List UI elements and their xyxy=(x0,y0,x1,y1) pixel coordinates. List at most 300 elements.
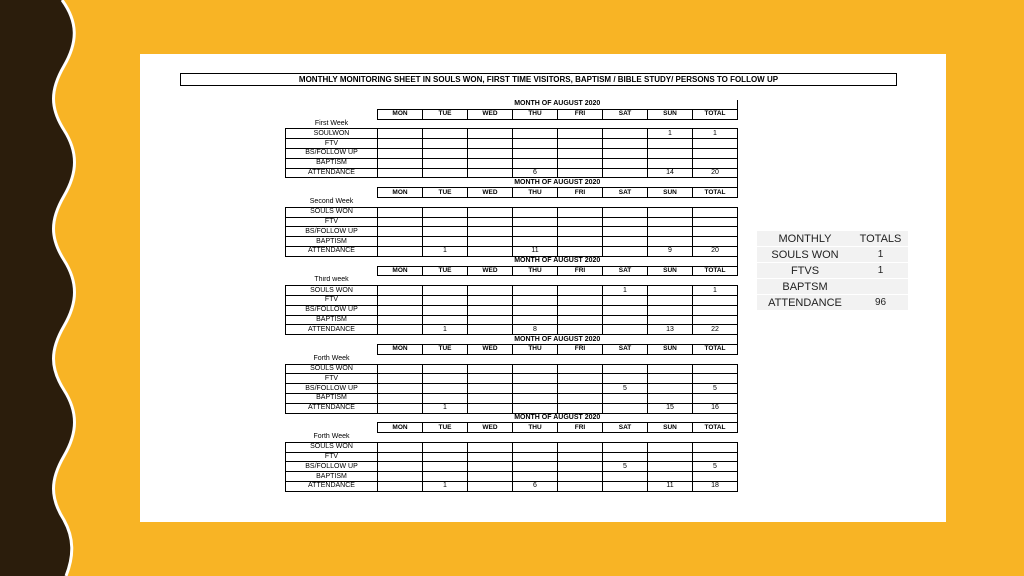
table-cell xyxy=(378,452,423,462)
row-label: FTV xyxy=(286,374,378,384)
table-cell: 9 xyxy=(648,246,693,256)
table-row xyxy=(286,374,738,384)
day-header: TOTAL xyxy=(693,423,738,433)
table-row xyxy=(286,393,738,403)
table-cell xyxy=(423,168,468,178)
table-row xyxy=(286,237,738,247)
month-label: MONTH OF AUGUST 2020 xyxy=(378,178,738,187)
blank-cell xyxy=(693,433,738,443)
row-label: FTV xyxy=(286,452,378,462)
table-cell xyxy=(558,207,603,217)
table-cell xyxy=(558,295,603,305)
table-cell xyxy=(513,384,558,394)
row-label: FTV xyxy=(286,217,378,227)
table-cell: 6 xyxy=(513,482,558,492)
day-header: WED xyxy=(468,344,513,354)
blank-cell xyxy=(648,197,693,207)
day-header: THU xyxy=(513,188,558,198)
table-cell xyxy=(558,246,603,256)
day-header: WED xyxy=(468,423,513,433)
day-header: SUN xyxy=(648,109,693,119)
day-header: MON xyxy=(378,344,423,354)
table-cell xyxy=(378,482,423,492)
table-cell xyxy=(423,139,468,149)
table-cell xyxy=(603,129,648,139)
blank-cell xyxy=(423,433,468,443)
table-cell xyxy=(648,374,693,384)
day-header: WED xyxy=(468,188,513,198)
table-cell xyxy=(468,129,513,139)
table-cell xyxy=(648,237,693,247)
table-cell xyxy=(558,129,603,139)
table-row xyxy=(286,384,738,394)
table-cell xyxy=(423,286,468,296)
table-row xyxy=(286,295,738,305)
table-cell xyxy=(693,148,738,158)
table-cell xyxy=(693,472,738,482)
table-cell xyxy=(513,129,558,139)
day-header: SUN xyxy=(648,188,693,198)
table-cell: 1 xyxy=(693,286,738,296)
table-cell xyxy=(693,442,738,452)
day-header: TUE xyxy=(423,266,468,276)
table-cell xyxy=(558,374,603,384)
table-row xyxy=(286,227,738,237)
week-name-row xyxy=(286,276,738,286)
table-cell xyxy=(558,217,603,227)
table-cell xyxy=(513,158,558,168)
table-cell xyxy=(513,295,558,305)
table-cell xyxy=(693,452,738,462)
table-cell xyxy=(423,237,468,247)
table-cell xyxy=(468,139,513,149)
table-cell xyxy=(423,384,468,394)
table-cell xyxy=(648,286,693,296)
table-cell: 11 xyxy=(648,482,693,492)
monthly-totals-table xyxy=(757,231,908,311)
table-cell xyxy=(513,286,558,296)
day-header-row xyxy=(286,266,738,276)
blank-cell xyxy=(468,119,513,129)
table-cell xyxy=(558,158,603,168)
day-header: THU xyxy=(513,344,558,354)
table-cell xyxy=(603,393,648,403)
table-cell xyxy=(378,325,423,335)
blank-cell xyxy=(558,119,603,129)
table-row xyxy=(286,168,738,178)
table-cell xyxy=(648,148,693,158)
monthly-row-label: FTVS xyxy=(757,263,853,279)
table-cell xyxy=(468,482,513,492)
blank-cell xyxy=(286,109,378,119)
table-cell xyxy=(603,217,648,227)
table-cell: 20 xyxy=(693,168,738,178)
table-cell xyxy=(648,462,693,472)
blank-cell xyxy=(286,188,378,198)
table-cell xyxy=(603,168,648,178)
table-cell: 1 xyxy=(423,482,468,492)
blank-cell xyxy=(468,276,513,286)
table-cell xyxy=(468,315,513,325)
table-cell xyxy=(648,295,693,305)
blank-cell xyxy=(603,197,648,207)
table-cell xyxy=(603,442,648,452)
table-cell xyxy=(648,364,693,374)
day-header: TUE xyxy=(423,423,468,433)
table-cell xyxy=(468,168,513,178)
sheet-title: MONTHLY MONITORING SHEET IN SOULS WON, FIRST TIME VISITORS, BAPTISM / BIBLE STUDY/ PERSONS TO FOLLOW UP xyxy=(180,73,897,86)
blank-cell xyxy=(693,354,738,364)
table-cell xyxy=(468,403,513,413)
table-cell: 1 xyxy=(693,129,738,139)
table-cell xyxy=(378,246,423,256)
table-cell xyxy=(648,393,693,403)
row-label: FTV xyxy=(286,139,378,149)
table-cell xyxy=(693,237,738,247)
blank-cell xyxy=(513,197,558,207)
blank-cell xyxy=(648,354,693,364)
blank-cell xyxy=(378,433,423,443)
table-cell xyxy=(423,227,468,237)
table-cell xyxy=(558,305,603,315)
row-label: SOULS WON xyxy=(286,207,378,217)
table-cell xyxy=(423,129,468,139)
table-cell xyxy=(378,472,423,482)
blank-cell xyxy=(513,433,558,443)
table-cell xyxy=(648,207,693,217)
table-cell xyxy=(693,305,738,315)
blank-cell xyxy=(286,335,378,344)
table-cell xyxy=(558,315,603,325)
table-cell xyxy=(648,452,693,462)
table-cell xyxy=(693,217,738,227)
day-header-row xyxy=(286,188,738,198)
week-table xyxy=(285,335,738,413)
blank-cell xyxy=(423,276,468,286)
table-cell: 18 xyxy=(693,482,738,492)
table-row xyxy=(286,246,738,256)
table-cell xyxy=(513,462,558,472)
table-row xyxy=(286,482,738,492)
table-cell xyxy=(603,237,648,247)
blank-cell xyxy=(603,119,648,129)
table-cell xyxy=(378,462,423,472)
day-header: FRI xyxy=(558,109,603,119)
monthly-row-label: BAPTSM xyxy=(757,279,853,295)
monthly-row-value: 1 xyxy=(853,263,908,279)
blank-cell xyxy=(558,433,603,443)
week-name: Forth Week xyxy=(286,354,378,364)
table-cell xyxy=(378,374,423,384)
table-cell xyxy=(468,227,513,237)
monthly-header-row xyxy=(757,231,908,247)
day-header: TOTAL xyxy=(693,188,738,198)
day-header: SAT xyxy=(603,266,648,276)
table-cell xyxy=(468,374,513,384)
table-cell xyxy=(603,452,648,462)
table-cell xyxy=(468,462,513,472)
table-cell xyxy=(468,237,513,247)
day-header: FRI xyxy=(558,423,603,433)
blank-cell xyxy=(423,197,468,207)
blank-cell xyxy=(468,433,513,443)
table-cell xyxy=(378,295,423,305)
table-cell xyxy=(423,148,468,158)
week-name-row xyxy=(286,119,738,129)
week-table xyxy=(285,414,738,492)
row-label: FTV xyxy=(286,295,378,305)
table-cell xyxy=(513,305,558,315)
day-header: SUN xyxy=(648,423,693,433)
table-cell xyxy=(648,305,693,315)
table-cell: 5 xyxy=(603,462,648,472)
table-cell xyxy=(513,374,558,384)
table-cell xyxy=(603,139,648,149)
table-cell xyxy=(378,207,423,217)
table-row xyxy=(286,315,738,325)
table-cell xyxy=(648,139,693,149)
week-table xyxy=(285,178,738,256)
blank-cell xyxy=(378,119,423,129)
table-cell: 5 xyxy=(603,384,648,394)
table-cell xyxy=(513,227,558,237)
blank-cell xyxy=(468,354,513,364)
table-cell xyxy=(558,384,603,394)
row-label: ATTENDANCE xyxy=(286,168,378,178)
week-name: First Week xyxy=(286,119,378,129)
blank-cell xyxy=(558,197,603,207)
table-row xyxy=(286,472,738,482)
table-cell xyxy=(468,207,513,217)
week-name: Second Week xyxy=(286,197,378,207)
table-cell xyxy=(693,374,738,384)
month-row xyxy=(286,100,738,109)
monthly-row-value: 96 xyxy=(853,295,908,311)
table-cell xyxy=(423,462,468,472)
table-cell xyxy=(423,217,468,227)
row-label: BAPTISM xyxy=(286,237,378,247)
day-header: MON xyxy=(378,188,423,198)
blank-cell xyxy=(286,257,378,266)
day-header-row xyxy=(286,344,738,354)
table-cell: 11 xyxy=(513,246,558,256)
table-cell: 8 xyxy=(513,325,558,335)
day-header: SUN xyxy=(648,266,693,276)
table-cell xyxy=(648,227,693,237)
table-cell: 1 xyxy=(603,286,648,296)
table-cell xyxy=(603,246,648,256)
blank-cell xyxy=(423,354,468,364)
table-cell xyxy=(603,148,648,158)
table-cell xyxy=(558,325,603,335)
table-cell: 13 xyxy=(648,325,693,335)
day-header: FRI xyxy=(558,266,603,276)
week-name-row xyxy=(286,433,738,443)
table-cell xyxy=(423,374,468,384)
blank-cell xyxy=(468,197,513,207)
day-header: THU xyxy=(513,109,558,119)
table-cell: 20 xyxy=(693,246,738,256)
blank-cell xyxy=(423,119,468,129)
row-label: BS/FOLLOW UP xyxy=(286,305,378,315)
blank-cell xyxy=(648,119,693,129)
week-table xyxy=(285,100,738,178)
table-cell xyxy=(468,148,513,158)
table-cell xyxy=(423,158,468,168)
blank-cell xyxy=(286,423,378,433)
blank-cell xyxy=(603,276,648,286)
table-cell xyxy=(513,237,558,247)
day-header: SAT xyxy=(603,344,648,354)
table-cell xyxy=(603,325,648,335)
table-cell xyxy=(423,393,468,403)
blank-cell xyxy=(513,276,558,286)
month-label: MONTH OF AUGUST 2020 xyxy=(378,100,738,109)
table-cell xyxy=(648,442,693,452)
table-cell xyxy=(378,315,423,325)
table-cell xyxy=(693,207,738,217)
table-cell xyxy=(693,158,738,168)
table-row xyxy=(286,305,738,315)
day-header: MON xyxy=(378,423,423,433)
blank-cell xyxy=(286,414,378,423)
blank-cell xyxy=(603,354,648,364)
month-label: MONTH OF AUGUST 2020 xyxy=(378,335,738,344)
monthly-row xyxy=(757,295,908,311)
month-row xyxy=(286,178,738,187)
row-label: BAPTISM xyxy=(286,158,378,168)
day-header: WED xyxy=(468,109,513,119)
totals-header-label: TOTALS xyxy=(853,231,908,247)
table-cell xyxy=(603,315,648,325)
table-cell xyxy=(603,295,648,305)
day-header: TOTAL xyxy=(693,344,738,354)
table-cell xyxy=(513,217,558,227)
table-cell xyxy=(423,295,468,305)
day-header: THU xyxy=(513,423,558,433)
day-header: SAT xyxy=(603,109,648,119)
table-cell xyxy=(423,305,468,315)
table-cell: 16 xyxy=(693,403,738,413)
table-cell: 15 xyxy=(648,403,693,413)
table-row xyxy=(286,217,738,227)
row-label: BS/FOLLOW UP xyxy=(286,384,378,394)
table-row xyxy=(286,158,738,168)
table-cell: 1 xyxy=(423,246,468,256)
day-header: MON xyxy=(378,266,423,276)
table-cell xyxy=(693,227,738,237)
table-cell xyxy=(513,148,558,158)
table-cell xyxy=(378,237,423,247)
table-cell xyxy=(693,139,738,149)
table-cell: 5 xyxy=(693,384,738,394)
blank-cell xyxy=(378,354,423,364)
table-cell xyxy=(423,442,468,452)
table-cell: 1 xyxy=(648,129,693,139)
table-row xyxy=(286,129,738,139)
blank-cell xyxy=(286,266,378,276)
table-cell xyxy=(603,403,648,413)
table-cell xyxy=(603,227,648,237)
blank-cell xyxy=(286,344,378,354)
table-cell xyxy=(558,482,603,492)
blank-cell xyxy=(558,276,603,286)
table-cell xyxy=(648,472,693,482)
blank-cell xyxy=(286,178,378,187)
table-cell xyxy=(648,217,693,227)
table-cell xyxy=(378,393,423,403)
day-header: TOTAL xyxy=(693,266,738,276)
table-cell xyxy=(513,364,558,374)
table-cell xyxy=(603,374,648,384)
day-header: FRI xyxy=(558,188,603,198)
monthly-row-label: ATTENDANCE xyxy=(757,295,853,311)
table-cell xyxy=(558,148,603,158)
day-header: FRI xyxy=(558,344,603,354)
table-cell xyxy=(603,364,648,374)
table-cell: 1 xyxy=(423,403,468,413)
blank-cell xyxy=(693,197,738,207)
table-cell xyxy=(513,472,558,482)
table-cell xyxy=(468,295,513,305)
table-cell xyxy=(603,472,648,482)
table-cell xyxy=(603,482,648,492)
day-header: SAT xyxy=(603,423,648,433)
table-cell xyxy=(513,452,558,462)
row-label: SOULS WON xyxy=(286,364,378,374)
table-row xyxy=(286,207,738,217)
table-cell xyxy=(423,452,468,462)
monthly-row-value: 1 xyxy=(853,247,908,263)
month-label: MONTH OF AUGUST 2020 xyxy=(378,414,738,423)
table-cell xyxy=(693,393,738,403)
row-label: BAPTISM xyxy=(286,315,378,325)
blank-cell xyxy=(378,276,423,286)
row-label: ATTENDANCE xyxy=(286,325,378,335)
month-row xyxy=(286,414,738,423)
week-name: Third week xyxy=(286,276,378,286)
row-label: ATTENDANCE xyxy=(286,482,378,492)
day-header: SAT xyxy=(603,188,648,198)
day-header: TOTAL xyxy=(693,109,738,119)
table-cell xyxy=(558,393,603,403)
table-cell xyxy=(603,158,648,168)
table-cell xyxy=(558,286,603,296)
table-cell xyxy=(693,315,738,325)
table-cell xyxy=(468,217,513,227)
monthly-row-label: SOULS WON xyxy=(757,247,853,263)
blank-cell xyxy=(693,119,738,129)
table-cell: 14 xyxy=(648,168,693,178)
monthly-row xyxy=(757,279,908,295)
decorative-wave-border xyxy=(0,0,95,576)
blank-cell xyxy=(513,119,558,129)
table-cell xyxy=(423,207,468,217)
table-cell xyxy=(558,364,603,374)
table-cell xyxy=(378,158,423,168)
row-label: SOULS WON xyxy=(286,442,378,452)
day-header: MON xyxy=(378,109,423,119)
row-label: BS/FOLLOW UP xyxy=(286,148,378,158)
monthly-header-label: MONTHLY xyxy=(757,231,853,247)
table-cell xyxy=(558,227,603,237)
table-cell: 6 xyxy=(513,168,558,178)
table-row xyxy=(286,452,738,462)
row-label: SOULWON xyxy=(286,129,378,139)
table-cell xyxy=(693,295,738,305)
monthly-row xyxy=(757,247,908,263)
table-cell xyxy=(603,305,648,315)
